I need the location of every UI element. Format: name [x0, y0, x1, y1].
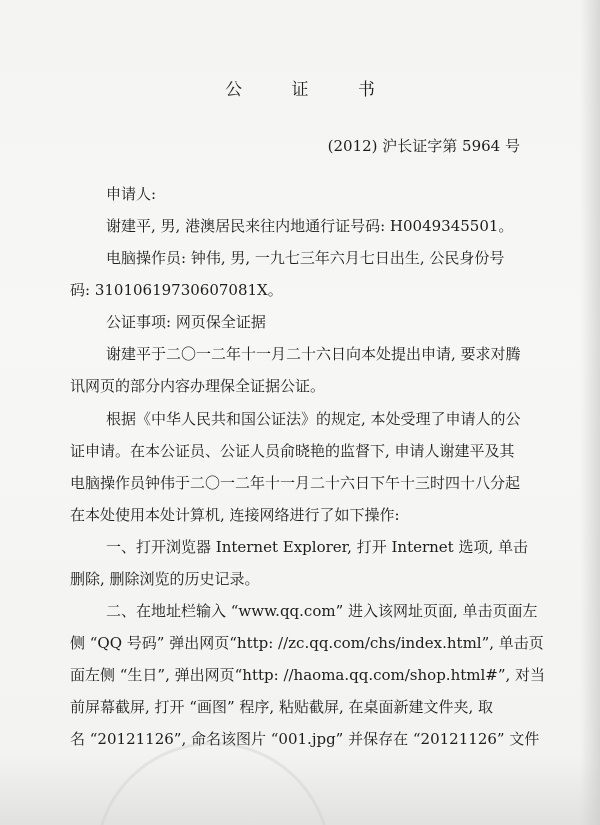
page-bottom-shade	[0, 755, 600, 825]
step-one-line: 一、打开浏览器 Internet Explorer, 打开 Internet 选项, 单击	[106, 538, 529, 556]
step-two-line: 面左侧 “生日”, 弹出网页“http: //haoma.qq.com/shop.html#”, 对当	[70, 666, 546, 684]
paragraph-line: 谢建平于二〇一二年十一月二十六日向本处提出申请, 要求对腾	[106, 345, 521, 363]
step-one-line: 删除, 删除浏览的历史记录。	[70, 570, 260, 588]
paragraph-line: 讯网页的部分内容办理保全证据公证。	[70, 377, 326, 395]
paragraph-line: 证申请。在本公证员、公证人员俞晓艳的监督下, 申请人谢建平及其	[70, 442, 515, 460]
paragraph-line: 根据《中华人民共和国公证法》的规定, 本处受理了申请人的公	[106, 410, 521, 428]
document-number: (2012) 沪长证字第 5964 号	[327, 137, 520, 155]
operator-info: 电脑操作员: 钟伟, 男, 一九七三年六月七日出生, 公民身份号	[106, 249, 505, 267]
notary-matter: 公证事项: 网页保全证据	[106, 313, 266, 331]
page-edge-shadow	[580, 0, 600, 825]
document-title: 公 证 书	[225, 80, 397, 100]
step-two-line: 二、在地址栏输入 “www.qq.com” 进入该网址页面, 单击页面左	[106, 602, 538, 620]
step-two-line: 前屏幕截屏, 打开 “画图” 程序, 粘贴截屏, 在桌面新建文件夹, 取	[70, 698, 494, 716]
operator-info-cont: 码: 31010619730607081X。	[70, 281, 283, 299]
paragraph-line: 电脑操作员钟伟于二〇一二年十一月二十六日下午十三时四十八分起	[70, 474, 521, 492]
paragraph-line: 在本处使用本处计算机, 连接网络进行了如下操作:	[70, 506, 400, 524]
step-two-line: 名 “20121126”, 命名该图片 “001.jpg” 并保存在 “20121126” 文件	[70, 730, 540, 748]
applicant-info: 谢建平, 男, 港澳居民来往内地通行证号码: H0049345501。	[106, 217, 514, 235]
applicant-label: 申请人:	[106, 185, 157, 203]
step-two-line: 侧 “QQ 号码” 弹出网页“http: //zc.qq.com/chs/index.html”, 单击页	[70, 634, 544, 652]
